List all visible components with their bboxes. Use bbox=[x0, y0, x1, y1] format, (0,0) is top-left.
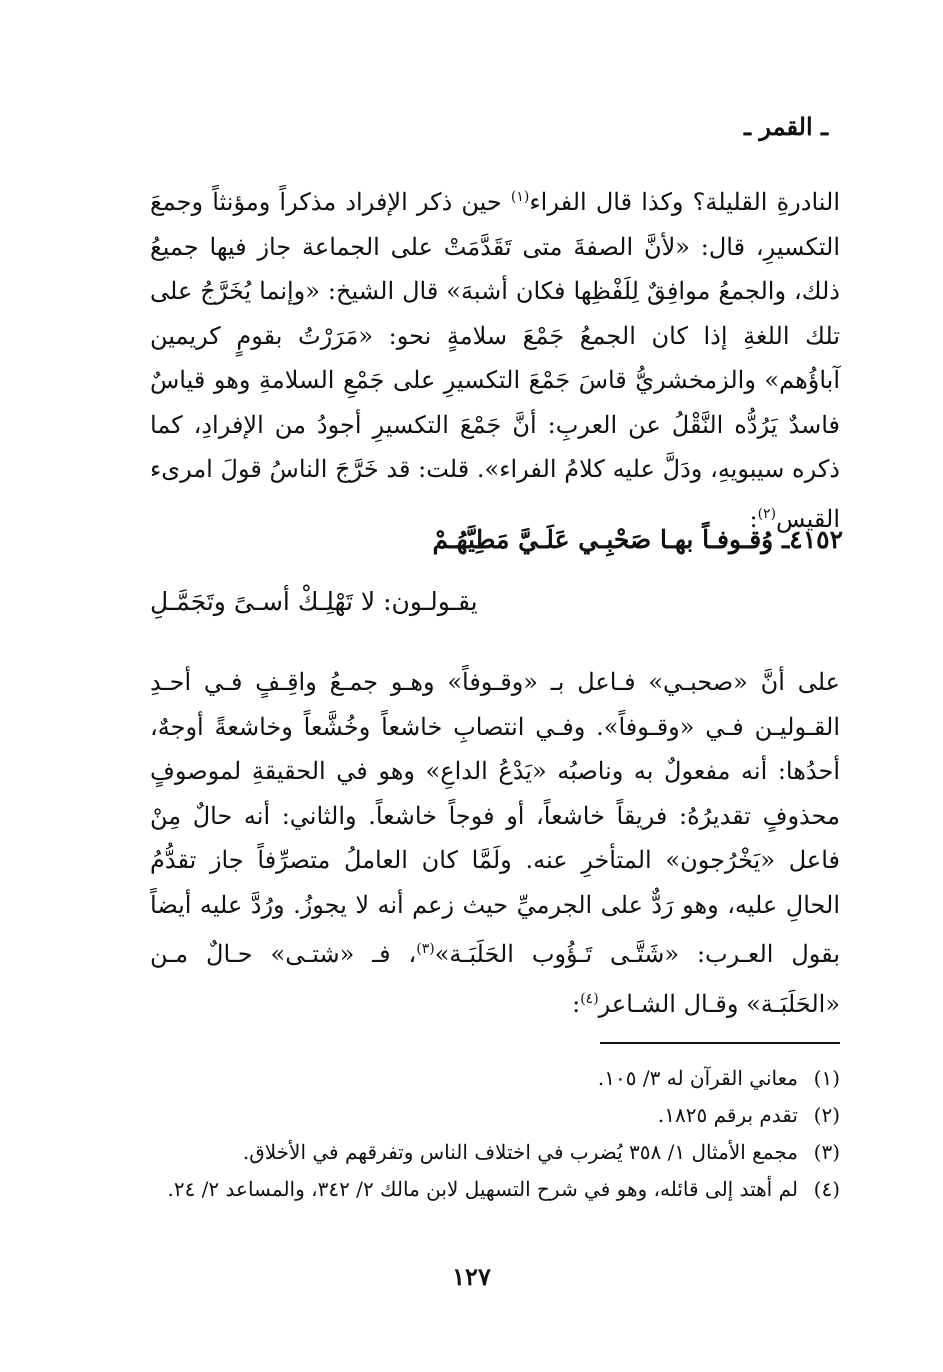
paragraph-2-text bbox=[150, 660, 840, 1026]
text-run: ، فـ «شتـى» حـالٌ مـن «الحَلَبَـة» وقـال الشـاعر bbox=[150, 940, 840, 1018]
footnote-ref-2[interactable]: (٢) bbox=[757, 505, 777, 522]
footnote-separator bbox=[600, 1042, 840, 1044]
verse-second-hemistich: يقـولـون: لا تَهْلِـكْ أسـىً وتَجَمَّـلِ bbox=[150, 587, 478, 616]
footnote-item bbox=[150, 1097, 840, 1134]
verse-first-hemistich: ٤١٥٢ـ وُقـوفـاً بهـا صَحْبِـي عَلَـيَّ مَطِيَّهُـمْ bbox=[432, 525, 843, 554]
footnote-ref-1[interactable]: (١) bbox=[510, 189, 530, 205]
footnote-text: معاني القرآن له ٣/ ١٠٥. bbox=[597, 1066, 798, 1090]
footnote-text: مجمع الأمثال ١/ ٣٥٨ يُضرب في اختلاف الناس وتفرقهم في الأخلاق. bbox=[242, 1140, 798, 1164]
paragraph-1-text bbox=[150, 175, 840, 541]
footnote-item bbox=[150, 1060, 840, 1097]
text-run: النادرةِ القليلة؟ وكذا قال الفراء bbox=[529, 188, 840, 216]
page-number: ١٢٧ bbox=[452, 1262, 491, 1291]
text-run: : bbox=[572, 989, 581, 1018]
running-header: ـ القمر ـ bbox=[743, 112, 828, 141]
footnote-number: (١) bbox=[813, 1066, 840, 1090]
footnote-text: لم أهتد إلى قائله، وهو في شرح التسهيل لابن مالك ٢/ ٣٤٢، والمساعد ٢/ ٢٤. bbox=[167, 1177, 798, 1201]
footnote-item bbox=[150, 1171, 840, 1208]
footnote-number: (٢) bbox=[813, 1103, 840, 1127]
footnote-ref-3[interactable]: (٣) bbox=[416, 941, 435, 957]
paragraph-2 bbox=[150, 660, 840, 1026]
footnote-text: تقدم برقم ١٨٢٥. bbox=[657, 1103, 798, 1127]
footnote-ref-4[interactable]: (٤) bbox=[580, 990, 599, 1007]
text-run: : bbox=[749, 504, 758, 533]
footnote-number: (٣) bbox=[813, 1140, 840, 1164]
footnotes bbox=[150, 1060, 840, 1208]
footnote-number: (٤) bbox=[813, 1177, 840, 1201]
text-run: على أنَّ «صحبـي» فـاعل بـ «وقـوفاً» وهـو جمـعُ واقِـفٍ فـي أحـدِ القـوليـن فـي «وقـوفاً». وفـي انتصابِ خاشعاً وخُشَّعاً وخاشعةً أوجهٌ، أحدُها: أنه مفعولٌ به وناصبُه «يَدْعُ الداعِ» وهو في الحقيقةِ لموصوفٍ محذوفٍ تقديرُهُ: فريقاً خاشعاً، أو فوجاً خاشعاً. والثاني: أنه حالٌ مِنْ فاعل «يَخْرُجون» المتأخرِ عنه. ولَمَّا كان العاملُ متصرِّفاً جاز تقدُّمُ الحالِ عليه، وهو رَدٌّ على الجرميِّ حيث زعم أنه لا يجوزُ. ورُدَّ عليه أيضاً بقول العـرب: «شَتَّـى تَـؤُوب الحَلَبَـة» bbox=[150, 668, 840, 968]
footnote-item bbox=[150, 1134, 840, 1171]
paragraph-1 bbox=[150, 175, 840, 541]
text-run: حين ذكر الإفراد مذكراً ومؤنثاً وجمعَ التكسيرِ، قال: «لأنَّ الصفةَ متى تَقَدَّمَتْ على الجماعة جاز فيها جميعُ ذلك، والجمعُ موافِقٌ لِلَفْظِها فكان أشبهَ» قال الشيخ: «وإنما يُخَرَّجُ على تلك اللغةِ إذا كان الجمعُ جَمْعَ سلامةٍ نحو: «مَرَرْتُ بقومٍ كريمين آباؤُهم» والزمخشريُّ قاسَ جَمْعَ التكسيرِ على جَمْعِ السلامةِ وهو قياسٌ فاسدٌ يَرُدُّه النَّقْلُ عن العربِ: أنَّ جَمْعَ التكسيرِ أجودُ من الإفرادِ، كما ذكره سيبويهِ، ودَلَّ عليه كلامُ الفراء». قلت: قد خَرَّجَ الناسُ قولَ امرىء القيس bbox=[150, 188, 840, 533]
